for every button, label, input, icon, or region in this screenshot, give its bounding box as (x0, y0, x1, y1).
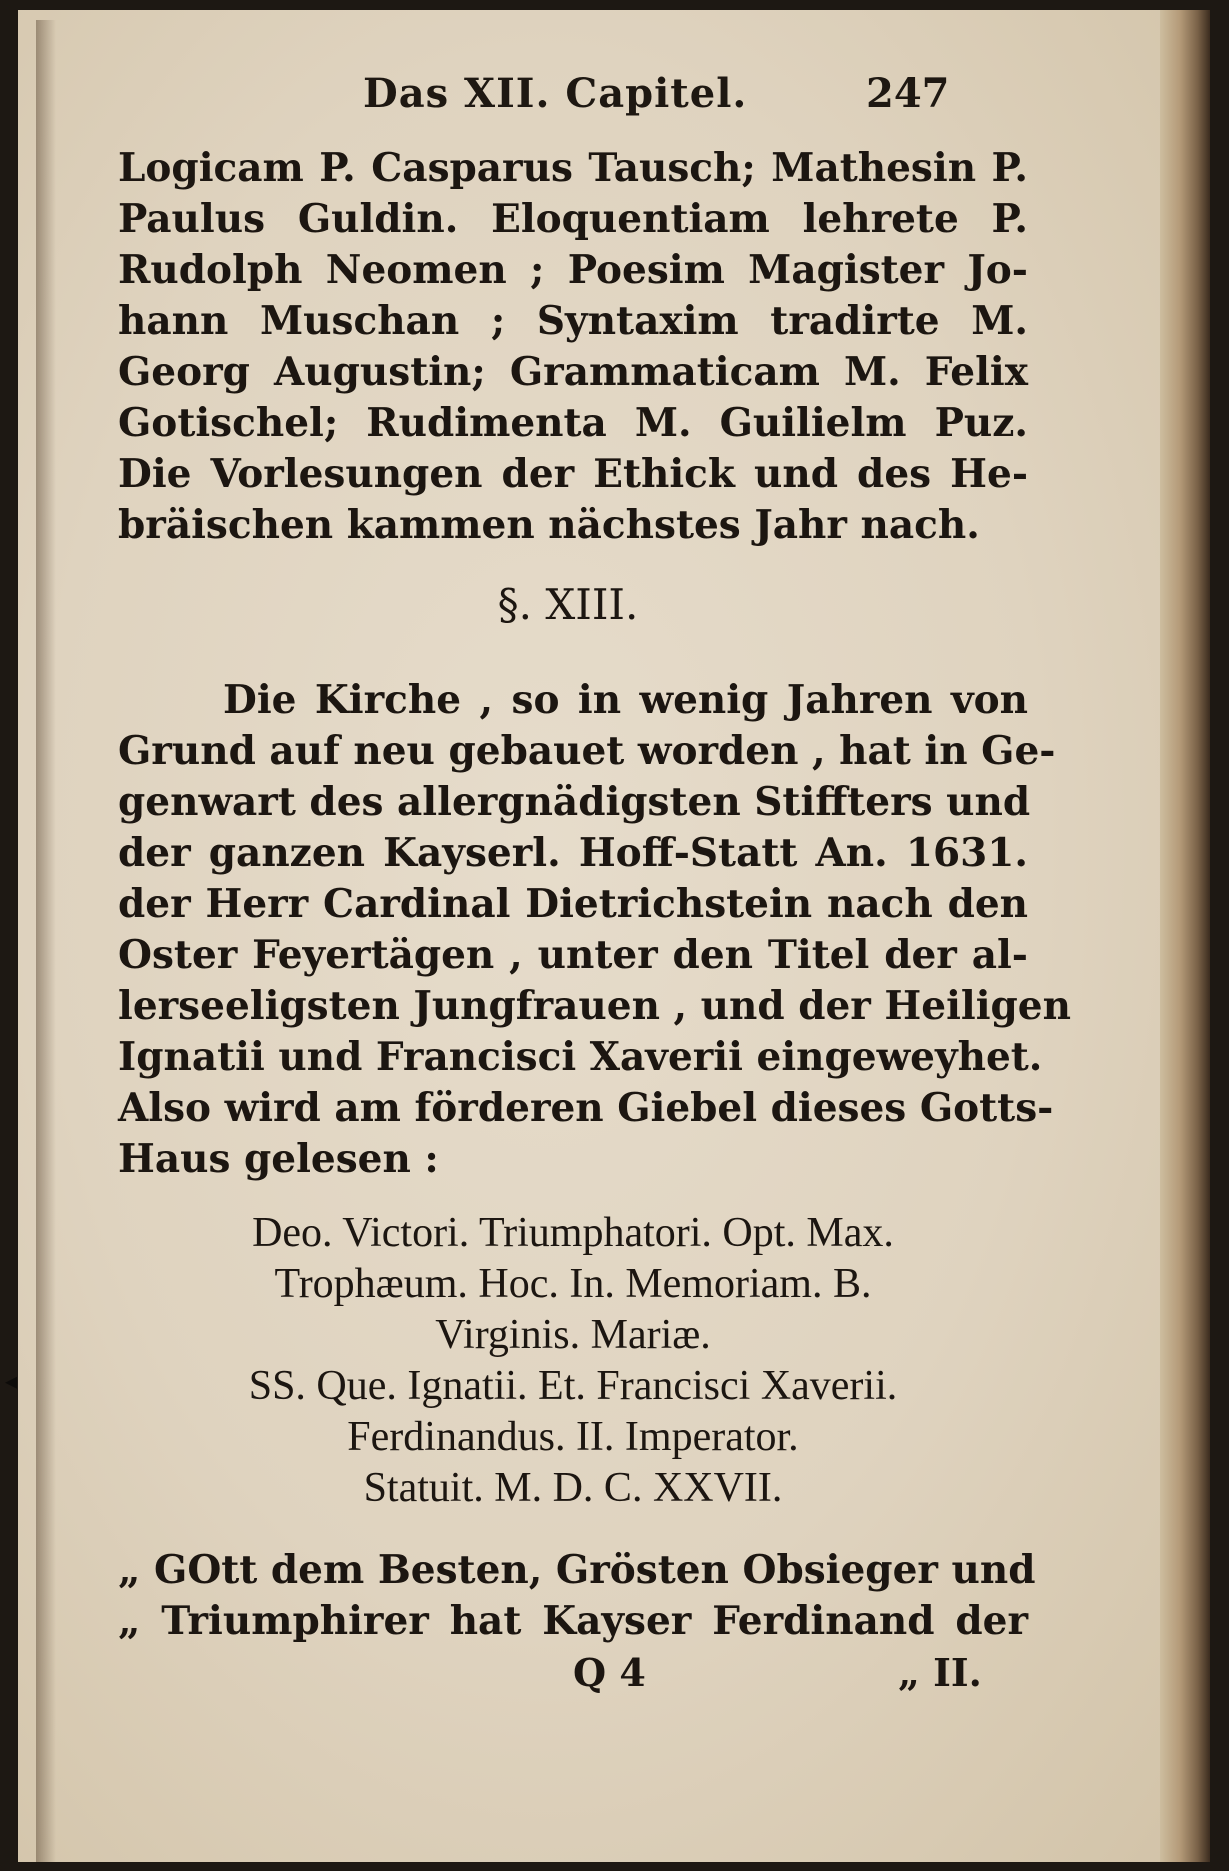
text-line: Grund auf neu gebauet worden , hat in Ge- (118, 728, 1056, 774)
section-heading: §. XIII. (497, 580, 639, 629)
book-page (18, 10, 1190, 1862)
latin-inscription (118, 1208, 1028, 1514)
spine-shadow (36, 20, 56, 1862)
inscription-line: Statuit. M. D. C. XXVII. (363, 1465, 783, 1511)
inscription-line: Virginis. Mariæ. (435, 1312, 711, 1358)
text-line: Georg Augustin; Grammaticam M. Felix (118, 349, 1028, 395)
signature-mark: Q 4 (573, 1650, 646, 1695)
text-line: Rudolph Neomen ; Poesim Magister Jo- (118, 247, 1028, 293)
text-line: Ignatii und Francisci Xaverii eingeweyhet. (118, 1034, 1043, 1080)
text-line: hann Muschan ; Syntaxim tradirte M. (118, 298, 1028, 344)
text-line: Paulus Guldin. Eloquentiam lehrete P. (118, 196, 1028, 242)
text-line: „ GOtt dem Besten, Grösten Obsieger und (118, 1547, 1036, 1593)
text-line: Die Vorlesungen der Ethick und des He- (118, 451, 1028, 497)
text-line: Logicam P. Casparus Tausch; Mathesin P. (118, 145, 1028, 191)
inscription-line: Ferdinandus. II. Imperator. (347, 1414, 799, 1460)
paragraph-2 (118, 675, 1071, 1185)
text-line: bräischen kammen nächstes Jahr nach. (118, 502, 980, 548)
text-line: Die Kirche , so in wenig Jahren von (223, 677, 1028, 723)
translation-quote (118, 1545, 1036, 1647)
page-footer (18, 1650, 1118, 1710)
chapter-title: Das XII. Capitel. (363, 70, 748, 117)
fold-mark-icon: ◂ (4, 1367, 18, 1395)
running-header (18, 70, 1118, 130)
text-line: Haus gelesen : (118, 1136, 439, 1182)
text-line: genwart des allergnädigsten Stiffters und (118, 779, 1031, 825)
text-line: der Herr Cardinal Dietrichstein nach den (118, 881, 1028, 927)
text-line: der ganzen Kayserl. Hoff-Statt An. 1631. (118, 830, 1028, 876)
text-line: Oster Feyertägen , unter den Titel der al- (118, 932, 1028, 978)
text-line: lerseeligsten Jungfrauen , und der Heiligen (118, 983, 1071, 1029)
page-number: 247 (866, 70, 950, 117)
text-line: „ Triumphirer hat Kayser Ferdinand der (118, 1598, 1028, 1644)
page-edge (1160, 10, 1210, 1862)
text-line: Also wird am förderen Giebel dieses Gotts- (118, 1085, 1054, 1131)
catchword: „ II. (898, 1650, 982, 1695)
inscription-line: SS. Que. Ignatii. Et. Francisci Xaverii. (248, 1363, 898, 1409)
inscription-line: Deo. Victori. Triumphatori. Opt. Max. (252, 1210, 894, 1256)
inscription-line: Trophæum. Hoc. In. Memoriam. B. (274, 1261, 872, 1307)
paragraph-1 (118, 143, 1028, 551)
text-line: Gotischel; Rudimenta M. Guilielm Puz. (118, 400, 1028, 446)
